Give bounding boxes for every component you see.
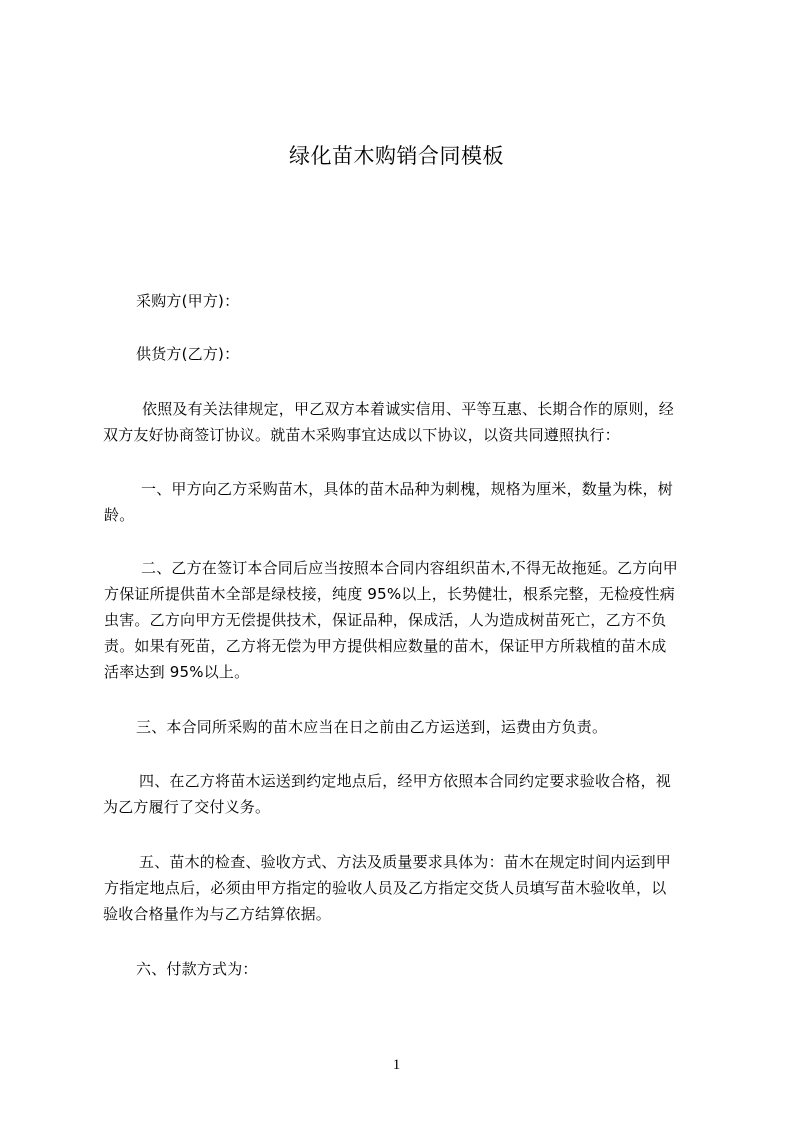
clause-4-line-1: 四、在乙方将苗木运送到约定地点后，经甲方依照本合同约定要求验收合格，视: [139, 772, 672, 790]
clause-1-line-2: 龄。: [104, 506, 135, 524]
page-number: 1: [392, 1057, 401, 1073]
clause-5-line-1: 五、苗木的检查、验收方式、方法及质量要求具体为：苗木在规定时间内运到甲: [139, 853, 672, 871]
clause-2-line-5: 活率达到 95%以上。: [104, 663, 250, 681]
clause-2-line-1: 二、乙方在签订本合同后应当按照本合同内容组织苗木,不得无故拖延。乙方向甲: [141, 559, 678, 577]
clause-4-line-2: 为乙方履行了交付义务。: [103, 798, 271, 816]
clause-1-line-1: 一、甲方向乙方采购苗木，具体的苗木品种为刺槐，规格为厘米，数量为株，树: [141, 480, 674, 498]
document-title: 绿化苗木购销合同模板: [289, 144, 504, 168]
clause-5-line-2: 方指定地点后，必须由甲方指定的验收人员及乙方指定交货人员填写苗木验收单，以: [104, 879, 667, 897]
clause-5-line-3: 验收合格量作为与乙方结算依据。: [103, 905, 332, 923]
preamble-line-2: 双方友好协商签订协议。就苗木采购事宜达成以下协议，以资共同遵照执行：: [103, 426, 620, 444]
clause-2-line-4: 责。如果有死苗，乙方将无偿为甲方提供相应数量的苗木，保证甲方所栽植的苗木成: [104, 637, 667, 655]
preamble-line-1: 依照及有关法律规定，甲乙双方本着诚实信用、平等互惠、长期合作的原则，经: [142, 400, 675, 418]
clause-2-line-2: 方保证所提供苗木全部是绿枝接，纯度 95%以上，长势健壮，根系完整，无检疫性病: [104, 585, 675, 603]
supplier-label: 供货方(乙方)：: [136, 345, 240, 363]
clause-2-line-3: 虫害。乙方向甲方无偿提供技术，保证品种，保成活，人为造成树苗死亡，乙方不负: [104, 611, 667, 629]
clause-3-line-1: 三、本合同所采购的苗木应当在日之前由乙方运送到，运费由方负责。: [136, 718, 608, 736]
buyer-label: 采购方(甲方)：: [136, 292, 240, 310]
clause-6-line-1: 六、付款方式为：: [136, 960, 258, 978]
